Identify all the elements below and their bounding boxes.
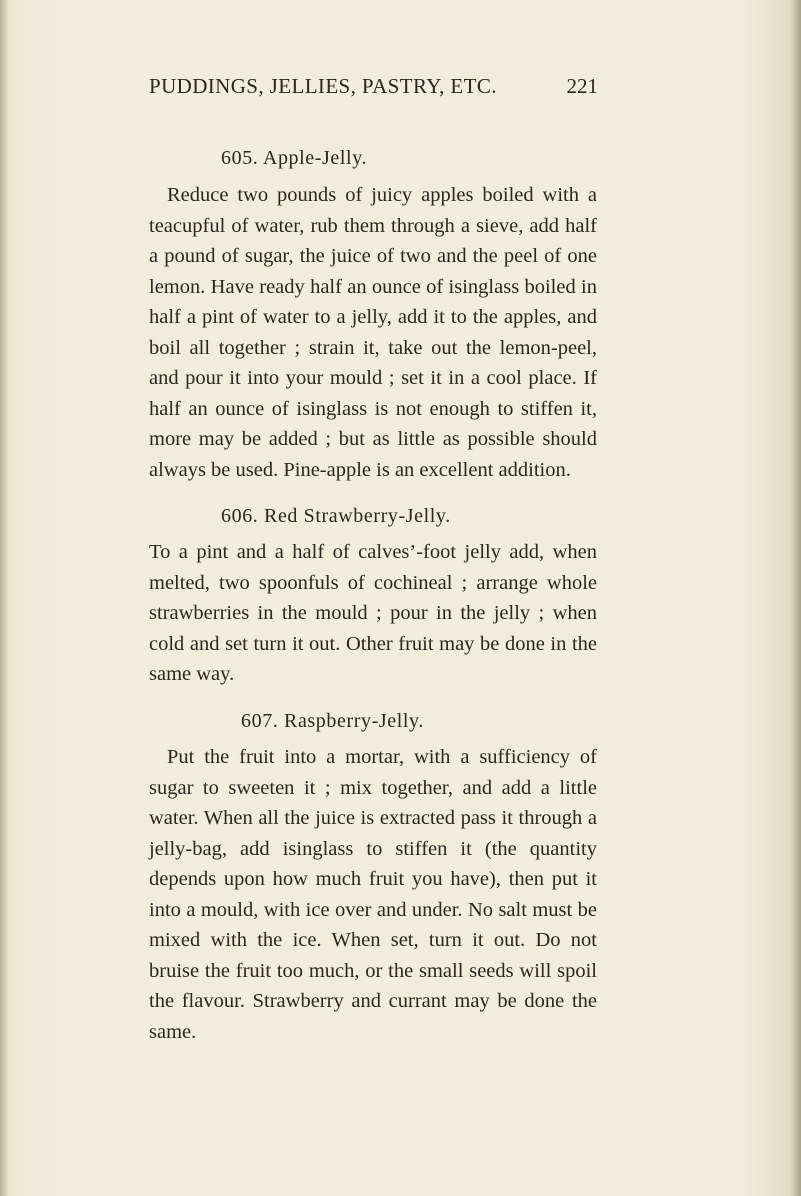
page-binding-edge (0, 0, 8, 1196)
recipe-title-606: 606. Red Strawberry-Jelly. (221, 505, 451, 527)
running-head: PUDDINGS, JELLIES, PASTRY, ETC. (149, 74, 497, 98)
recipe-title-607: 607. Raspberry-Jelly. (241, 710, 424, 732)
recipe-text-605: Reduce two pounds of juicy apples boiled with a teacupful of water, rub them through a sieve, add half a pound of sugar, the juice of two and the peel of one lemon. Have ready half an ounce of isinglass boiled in half a pint of water to a jelly, add it to the apples, and boil all together ; strain it, take out the lemon-peel, and pour it into your mould ; set it in a cool place. If half an ounce of isinglass is not enough to stiffen it, more may be added ; but as little as possible should always be used. Pine-apple is an excellent addition. (149, 184, 597, 481)
recipe-title-605: 605. Apple-Jelly. (221, 147, 368, 169)
recipe-text-606: To a pint and a half of calves’-foot jelly add, when melted, two spoonfuls of cochineal ; arrange whole strawberries in the mould ; pour in the jelly ; when cold and set turn it out. Other fruit may be done in the same way. (149, 541, 597, 685)
recipe-text-607: Put the fruit into a mortar, with a sufficiency of sugar to sweeten it ; mix together, and add a little water. When all the juice is extracted pass it through a jelly-bag, add isinglass to stiffen it (the quantity depends upon how much fruit you have), then put it into a mould, with ice over and under. No salt must be mixed with the ice. When set, turn it out. Do not bruise the fruit too much, or the small seeds will spoil the flavour. Strawberry and currant may be done the same. (149, 746, 597, 1043)
page-number: 221 (566, 74, 598, 98)
page-fore-edge (791, 0, 801, 1196)
